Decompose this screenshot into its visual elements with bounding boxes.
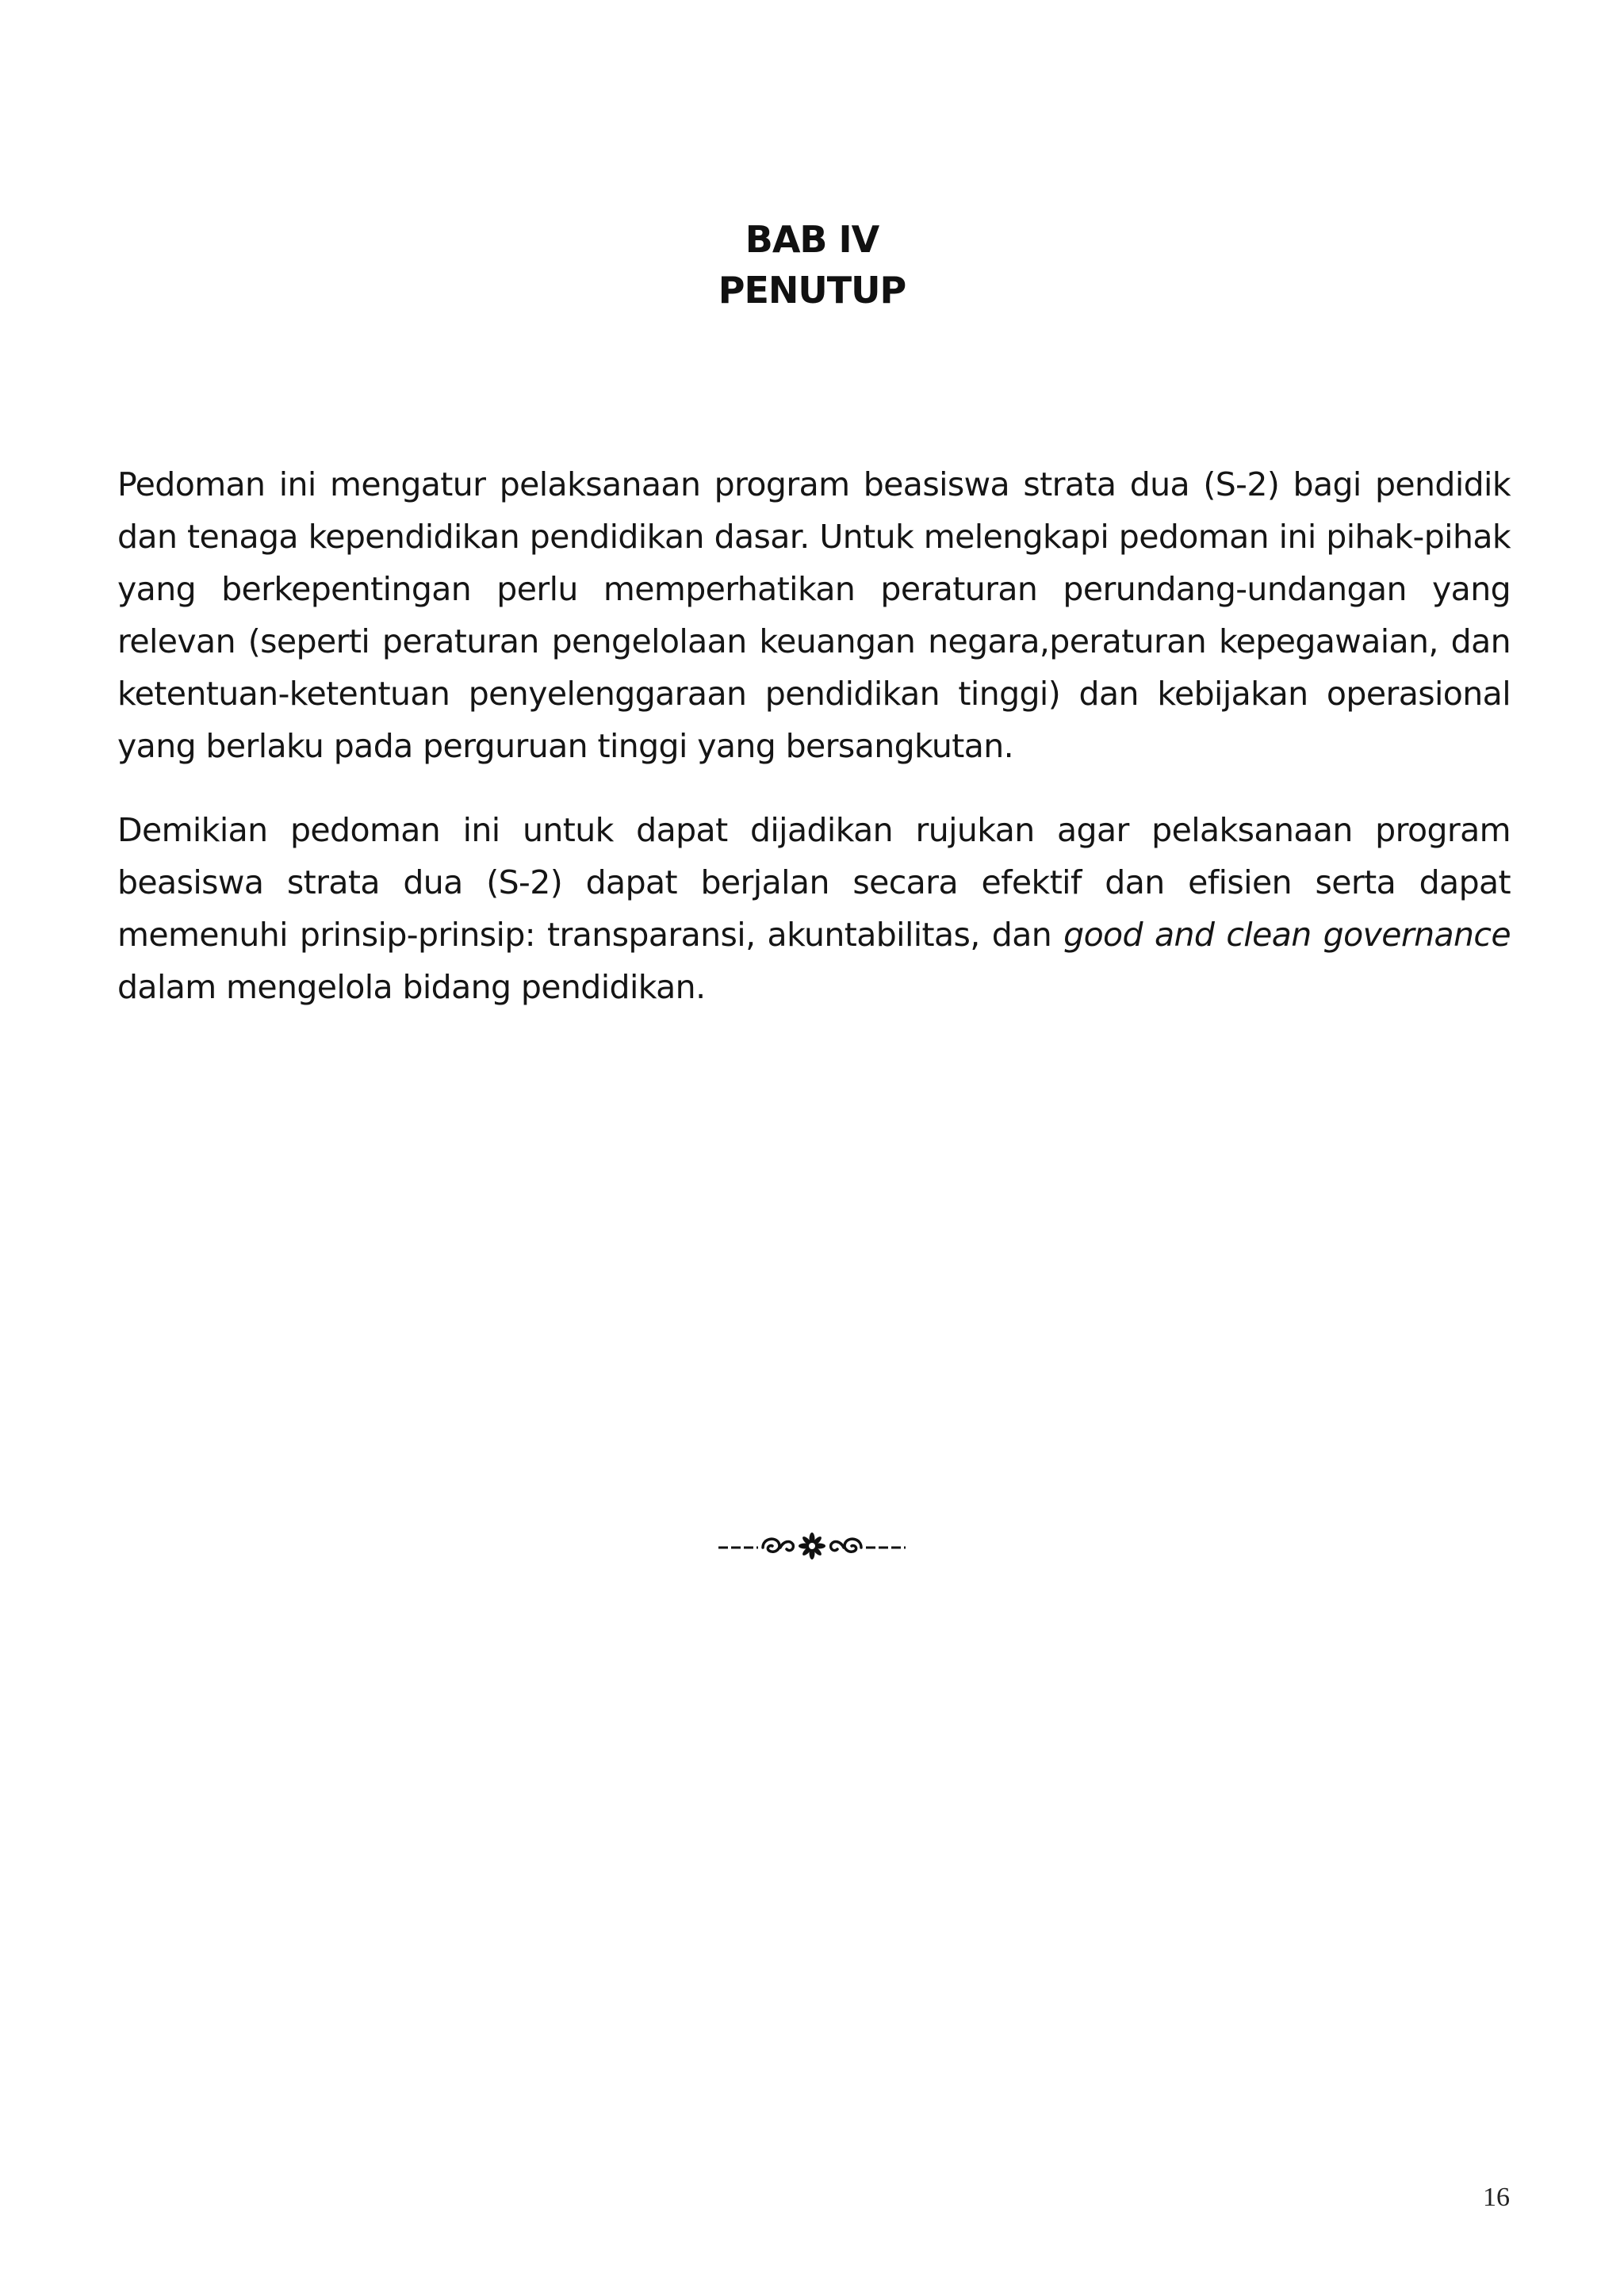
italic-phrase: good and clean governance xyxy=(1063,916,1511,954)
fleuron-divider-icon xyxy=(0,1521,1624,1568)
body-text xyxy=(117,458,1511,1045)
paragraph-2-text-end: dalam mengelola bidang pendidikan. xyxy=(117,968,706,1006)
paragraph-2-text: Demikian pedoman ini untuk dapat dijadikan rujukan agar pelaksanaan program beasiswa strata dua (S-2) dapat berjalan secara efektif dan efisien serta dapat memenuhi prinsip-prinsip: transparansi, akuntabilitas, dan xyxy=(117,811,1511,954)
paragraph-2 xyxy=(117,804,1511,1013)
chapter-title: PENUTUP xyxy=(718,269,906,312)
page-number: 16 xyxy=(1483,2183,1510,2212)
chapter-number: BAB IV xyxy=(745,218,879,261)
fleuron-divider-graphic xyxy=(717,1530,907,1562)
chapter-heading xyxy=(0,214,1624,316)
paragraph-1: Pedoman ini mengatur pelaksanaan program beasiswa strata dua (S-2) bagi pendidik dan tenaga kependidikan pendidikan dasar. Untuk melengkapi pedoman ini pihak-pihak yang berkepentingan perlu memperhatikan peraturan perundang-undangan yang relevan (seperti peraturan pengelolaan keuangan negara,peraturan kepegawaian, dan ketentuan-ketentuan penyelenggaraan pendidikan tinggi) dan kebijakan operasional yang berlaku pada perguruan tinggi yang bersangkutan. xyxy=(117,465,1511,765)
